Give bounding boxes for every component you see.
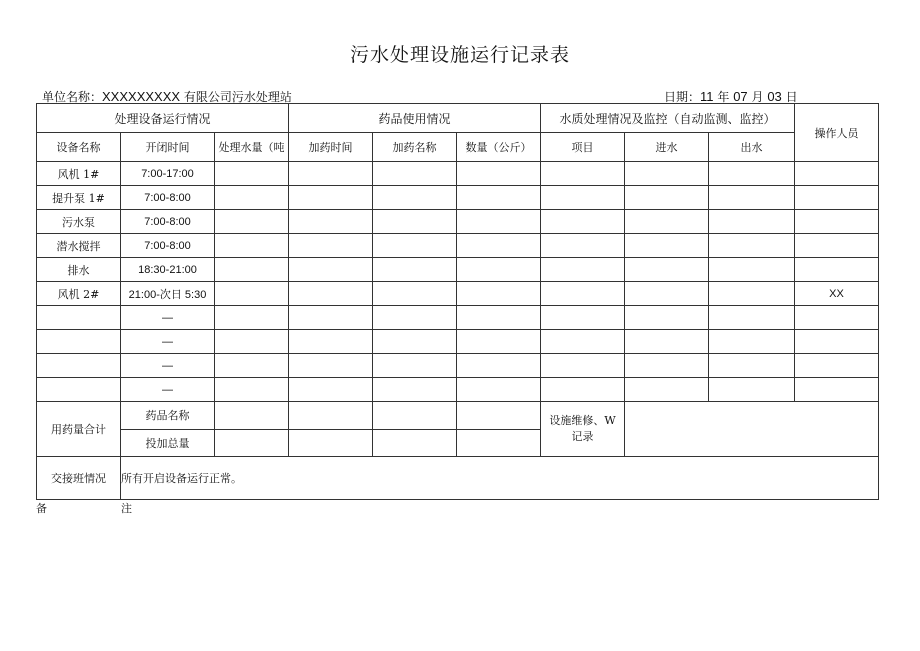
cell xyxy=(215,210,289,234)
cell xyxy=(289,378,373,402)
cell xyxy=(373,234,457,258)
cell xyxy=(541,186,625,210)
cell xyxy=(541,234,625,258)
operator xyxy=(795,306,879,330)
page-title: 污水处理设施运行记录表 xyxy=(349,44,570,66)
cell xyxy=(457,210,541,234)
run-time: 7:00-8:00 xyxy=(121,210,215,234)
date-label: 日期： xyxy=(664,90,701,104)
cell xyxy=(709,186,795,210)
col-header: 开闭时间 xyxy=(121,133,215,162)
cell xyxy=(373,330,457,354)
maintenance-label xyxy=(541,402,625,457)
run-time: — xyxy=(121,378,215,402)
cell xyxy=(625,282,709,306)
operator xyxy=(795,210,879,234)
cell xyxy=(215,378,289,402)
cell xyxy=(373,402,457,430)
operator xyxy=(795,354,879,378)
header-equipment-group: 处理设备运行情况 xyxy=(37,104,289,133)
cell xyxy=(373,258,457,282)
date-month: 11 xyxy=(700,89,714,104)
run-time: — xyxy=(121,306,215,330)
table-row xyxy=(37,378,879,402)
col-header: 加药名称 xyxy=(373,133,457,162)
dosage-label: 用药量合计 xyxy=(37,402,121,457)
cell xyxy=(289,258,373,282)
cell xyxy=(625,378,709,402)
cell xyxy=(709,354,795,378)
cell xyxy=(457,162,541,186)
table-row xyxy=(37,330,879,354)
table-row xyxy=(37,306,879,330)
cell xyxy=(457,282,541,306)
handover-label: 交接班情况 xyxy=(37,457,121,500)
cell xyxy=(457,186,541,210)
run-time: 21:00-次日 5:30 xyxy=(121,282,215,306)
cell xyxy=(373,306,457,330)
maintenance-value xyxy=(625,402,879,457)
cell xyxy=(541,306,625,330)
note-char-2: 注 xyxy=(121,502,132,515)
table-row xyxy=(37,282,879,306)
cell xyxy=(373,282,457,306)
cell xyxy=(541,378,625,402)
run-time: 7:00-17:00 xyxy=(121,162,215,186)
operator: XX xyxy=(795,282,879,306)
header-operator: 操作人员 xyxy=(795,104,879,162)
cell xyxy=(457,429,541,457)
cell xyxy=(541,330,625,354)
cell xyxy=(457,330,541,354)
unit-label: 单位名称： xyxy=(42,90,103,104)
cell xyxy=(541,258,625,282)
run-time: 18:30-21:00 xyxy=(121,258,215,282)
maintenance-line2: 记录 xyxy=(571,430,594,443)
equipment-name: 风机 1# xyxy=(37,162,121,186)
cell xyxy=(215,234,289,258)
cell xyxy=(457,354,541,378)
cell xyxy=(289,282,373,306)
cell xyxy=(215,330,289,354)
cell xyxy=(541,282,625,306)
cell xyxy=(625,234,709,258)
cell xyxy=(289,210,373,234)
cell xyxy=(215,402,289,430)
date-day: 03 xyxy=(767,89,782,104)
cell xyxy=(709,234,795,258)
cell xyxy=(709,210,795,234)
equipment-name: 风机 2# xyxy=(37,282,121,306)
cell xyxy=(373,186,457,210)
cell xyxy=(215,429,289,457)
col-header: 数量（公斤） xyxy=(457,133,541,162)
cell xyxy=(289,402,373,430)
cell xyxy=(289,429,373,457)
table-row xyxy=(37,354,879,378)
operator xyxy=(795,162,879,186)
unit-suffix: 有限公司污水处理站 xyxy=(183,90,292,104)
cell xyxy=(541,162,625,186)
cell xyxy=(541,354,625,378)
cell xyxy=(457,306,541,330)
operator xyxy=(795,186,879,210)
run-time: — xyxy=(121,354,215,378)
equipment-name: 排水 xyxy=(37,258,121,282)
col-header: 加药时间 xyxy=(289,133,373,162)
cell xyxy=(625,330,709,354)
cell xyxy=(625,186,709,210)
cell xyxy=(215,354,289,378)
date-month-unit: 月 xyxy=(751,90,764,104)
cell xyxy=(709,258,795,282)
cell xyxy=(541,210,625,234)
run-time: 7:00-8:00 xyxy=(121,234,215,258)
maintenance-line1: 设施维修、W xyxy=(549,414,616,427)
operator xyxy=(795,258,879,282)
cell xyxy=(373,429,457,457)
header-water-group: 水质处理情况及监控（自动监测、监控） xyxy=(541,104,795,133)
table-row xyxy=(37,258,879,282)
cell xyxy=(709,282,795,306)
operator xyxy=(795,234,879,258)
cell xyxy=(215,258,289,282)
col-header: 项目 xyxy=(541,133,625,162)
table-row xyxy=(37,210,879,234)
equipment-name: 潜水搅拌 xyxy=(37,234,121,258)
cell xyxy=(625,306,709,330)
cell xyxy=(457,378,541,402)
col-header: 设备名称 xyxy=(37,133,121,162)
cell xyxy=(709,162,795,186)
cell xyxy=(215,162,289,186)
run-time: — xyxy=(121,330,215,354)
cell xyxy=(289,234,373,258)
cell xyxy=(625,162,709,186)
table-row xyxy=(37,162,879,186)
equipment-name xyxy=(37,330,121,354)
date-year-unit: 年 xyxy=(717,90,730,104)
run-time: 7:00-8:00 xyxy=(121,186,215,210)
header-drug-group: 药品使用情况 xyxy=(289,104,541,133)
operator xyxy=(795,330,879,354)
equipment-name xyxy=(37,306,121,330)
col-header: 出水 xyxy=(709,133,795,162)
note-char-1: 备 xyxy=(36,502,47,515)
total-label: 投加总量 xyxy=(121,429,215,457)
cell xyxy=(215,306,289,330)
cell xyxy=(373,210,457,234)
col-header: 进水 xyxy=(625,133,709,162)
handover-value: 所有开启设备运行正常。 xyxy=(121,457,879,500)
unit-value: XXXXXXXXX xyxy=(102,89,181,104)
cell xyxy=(215,282,289,306)
cell xyxy=(289,186,373,210)
cell xyxy=(373,378,457,402)
date-day-unit: 日 xyxy=(785,90,798,104)
equipment-name: 提升泵 1# xyxy=(37,186,121,210)
operator xyxy=(795,378,879,402)
cell xyxy=(289,306,373,330)
cell xyxy=(709,378,795,402)
cell xyxy=(289,354,373,378)
cell xyxy=(625,210,709,234)
drug-name-label: 药品名称 xyxy=(121,402,215,430)
cell xyxy=(289,330,373,354)
table-row xyxy=(37,234,879,258)
cell xyxy=(709,306,795,330)
cell xyxy=(289,162,373,186)
cell xyxy=(373,162,457,186)
cell xyxy=(373,354,457,378)
equipment-name xyxy=(37,354,121,378)
cell xyxy=(457,258,541,282)
cell xyxy=(215,186,289,210)
equipment-name xyxy=(37,378,121,402)
col-header: 处理水量（吨 xyxy=(215,133,289,162)
cell xyxy=(709,330,795,354)
cell xyxy=(457,234,541,258)
date-mid: 07 xyxy=(733,89,748,104)
cell xyxy=(457,402,541,430)
record-table xyxy=(36,103,879,500)
cell xyxy=(625,354,709,378)
table-row xyxy=(37,186,879,210)
equipment-name: 污水泵 xyxy=(37,210,121,234)
cell xyxy=(625,258,709,282)
